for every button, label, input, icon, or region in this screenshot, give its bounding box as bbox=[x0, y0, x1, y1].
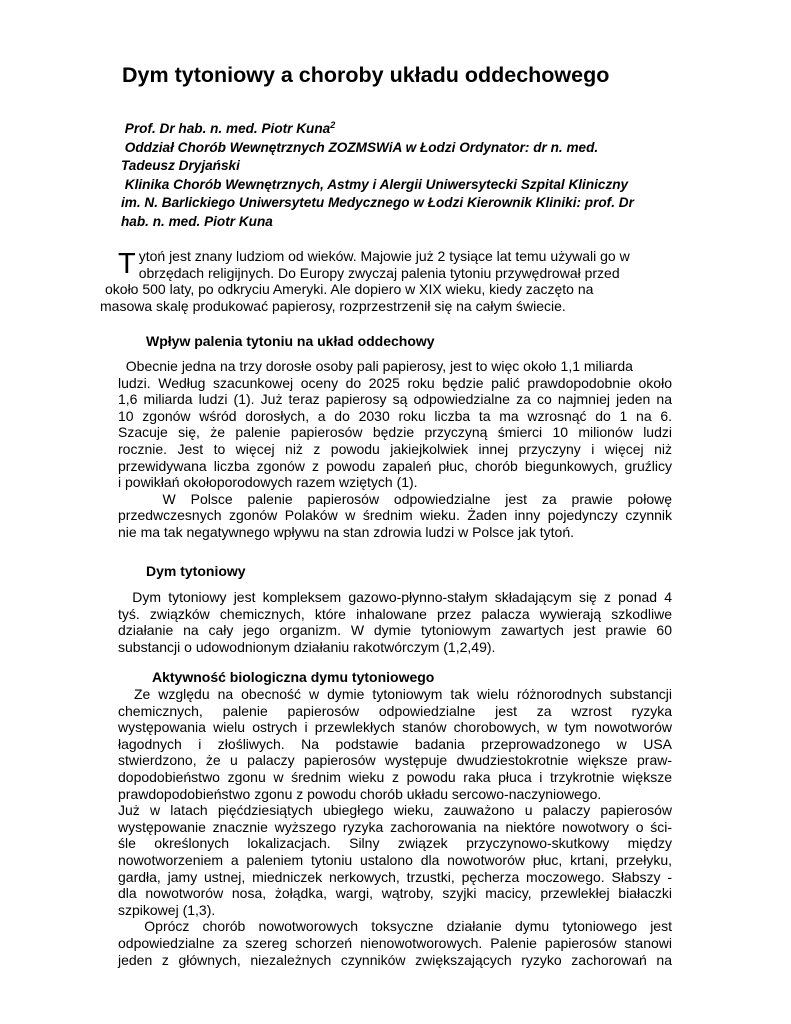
text-line: łagodnych i złośliwych. Na podstawie badania przeprowadzonego w USA bbox=[118, 735, 672, 752]
text-line: stwierdzono, że u palaczy papierosów występuje dwudziestokrotnie większe praw- bbox=[118, 752, 672, 769]
text-line: dopodobieństwo zgonu w średnim wieku z powodu raka płuca i trzykrotnie większe bbox=[118, 768, 672, 785]
section2-paragraph bbox=[118, 589, 672, 655]
affiliation-line: Oddział Chorób Wewnętrznych ZOZMSWiA w Łodzi Ordynator: dr n. med. bbox=[124, 139, 599, 155]
intro-line: masowa skalę produkować papierosy, rozprzestrzenił się na całym świecie. bbox=[100, 297, 566, 314]
intro-line: obrzędach religijnych. Do Europy zwyczaj palenia tytoniu przywędrował przed bbox=[138, 264, 620, 281]
section-heading: Dym tytoniowy bbox=[146, 563, 246, 579]
text-line: rocznie. Jest to więcej niż z powodu jakiejkolwiek innej przyczyny i więcej niż bbox=[118, 440, 672, 457]
text-line: występowania wielu ostrych i przewlekłych stanów chorobowych, w tym nowotworów bbox=[118, 719, 672, 736]
text-line: odpowiedzialne za szereg schorzeń nienowotworowych. Palenie papierosów stanowi bbox=[118, 934, 672, 951]
text-line: Dym tytoniowy jest kompleksem gazowo-płynno-stałym składającym się z ponad 4 bbox=[118, 589, 672, 605]
text-line: Szacuje się, że palenie papierosów będzie przyczyną śmierci 10 milionów ludzi bbox=[118, 424, 672, 441]
text-line: 1,6 miliarda ludzi (1). Już teraz papierosy są odpowiedzialne za co najmniej jeden na bbox=[118, 391, 672, 408]
intro-line: około 500 laty, po odkryciu Ameryki. Ale dopiero w XIX wieku, kiedy zaczęto na bbox=[105, 281, 594, 298]
text-line: nie ma tak negatywnego wpływu na stan zdrowia ludzi w Polsce jak tytoń. bbox=[118, 523, 575, 540]
text-line: Obecnie jedna na trzy dorosłe osoby pali papierosy, jest to więc około 1,1 miliarda bbox=[118, 358, 633, 374]
author-line bbox=[121, 120, 681, 139]
text-line: śle określonych lokalizacjach. Silny związek przyczynowo-skutkowy między bbox=[118, 835, 672, 852]
intro-paragraph bbox=[100, 248, 678, 314]
intro-line: ytoń jest znany ludziom od wieków. Majowie już 2 tysiące lat temu używali go w bbox=[138, 248, 630, 264]
text-line: nowotworzeniem a paleniem tytoniu ustalono dla nowotworów płuc, krtani, przełyku, bbox=[118, 851, 672, 868]
text-line: ludzi. Według szacunkowej oceny do 2025 roku będzie palić prawdopodobnie około bbox=[118, 374, 672, 391]
section1-paragraph bbox=[118, 358, 672, 541]
text-line: Ze względu na obecność w dymie tytoniowym tak wielu różnorodnych substancji bbox=[118, 686, 672, 702]
text-line: prawdopodobieństwo zgonu z powodu chorób układu sercowo-naczyniowego. bbox=[118, 785, 602, 802]
text-line: gardła, jamy ustnej, miedniczek nerkowych, trzustki, pęcherza moczowego. Słabszy - bbox=[118, 868, 672, 885]
author-name: Prof. Dr hab. n. med. Piotr Kuna bbox=[124, 121, 331, 136]
affiliation-line: Klinika Chorób Wewnętrznych, Astmy i Alergii Uniwersytecki Szpital Kliniczny bbox=[124, 176, 629, 192]
text-line: chemicznych, palenie papierosów odpowiedzialne jest za wzrost ryzyka bbox=[118, 702, 672, 719]
text-line: dla nowotworów nosa, żołądka, wargi, wątroby, szyjki macicy, przewlekłej białaczki bbox=[118, 885, 672, 902]
text-line: tyś. związków chemicznych, które inhalowane przez palacza wywierają szkodliwe bbox=[118, 605, 672, 622]
section-heading: Wpływ palenia tytoniu na układ oddechowy bbox=[146, 333, 435, 349]
text-line: W Polsce palenie papierosów odpowiedzialne jest za prawie połowę bbox=[118, 490, 672, 507]
text-line: substancji o udowodnionym działaniu rakotwórczym (1,2,49). bbox=[118, 638, 496, 655]
section3-paragraph bbox=[118, 686, 672, 968]
text-line: działanie na cały jego organizm. W dymie tytoniowym zawartych jest prawie 60 bbox=[118, 622, 672, 639]
text-line: występowanie znacznie wyższego ryzyka zachorowania na niektóre nowotwory o ści- bbox=[118, 818, 672, 835]
affiliation-line: hab. n. med. Piotr Kuna bbox=[121, 213, 273, 229]
text-line: 10 zgonów wśród dorosłych, a do 2030 roku liczba ta ma wzrosnąć do 1 na 6. bbox=[118, 407, 672, 424]
affiliation-line: im. N. Barlickiego Uniwersytetu Medycznego w Łodzi Kierownik Kliniki: prof. Dr bbox=[121, 195, 634, 210]
text-line: szpikowej (1,3). bbox=[118, 901, 216, 918]
text-line: i powikłań okołoporodowych razem wziętych (1). bbox=[118, 474, 418, 491]
text-line: jeden z głównych, niezależnych czynników zwiększających ryzyko zachorowań na bbox=[118, 951, 672, 968]
text-line: Oprócz chorób nowotworowych toksyczne działanie dymu tytoniowego jest bbox=[118, 918, 672, 935]
affiliation-block bbox=[121, 120, 681, 231]
text-line: przewidywana liczba zgonów z powodu zapaleń płuc, chorób biegunkowych, gruźlicy bbox=[118, 457, 672, 474]
author-footnote-marker: 2 bbox=[330, 120, 336, 130]
text-line: przedwczesnych zgonów Polaków w średnim wieku. Żaden inny pojedynczy czynnik bbox=[118, 507, 672, 524]
page-title: Dym tytoniowy a choroby układu oddechowego bbox=[122, 63, 610, 87]
text-line: Już w latach pięćdziesiątych ubiegłego wieku, zauważono u palaczy papierosów bbox=[118, 802, 672, 819]
section-heading: Aktywność biologiczna dymu tytoniowego bbox=[152, 669, 435, 685]
drop-cap: T bbox=[118, 248, 136, 280]
affiliation-line: Tadeusz Dryjański bbox=[121, 158, 240, 173]
